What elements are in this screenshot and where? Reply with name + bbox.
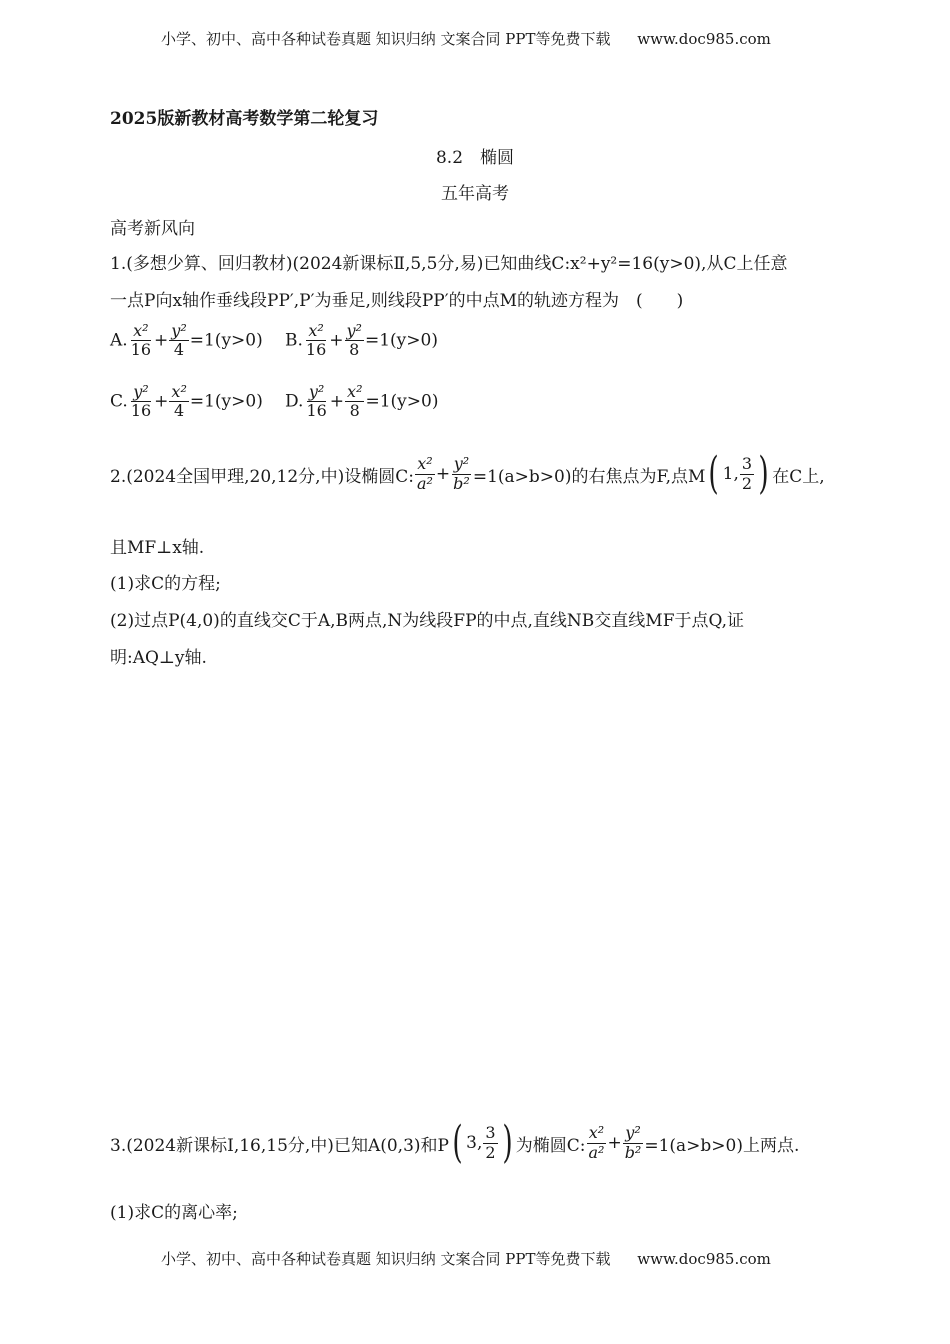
q1-option-a[interactable]: A. $\frac{\text{x²}}{16}$ + $\frac{\text{y²}}{4}$ =1(y>0): [110, 321, 263, 360]
category-label: 高考新风向: [110, 219, 195, 239]
q3-lead: 3.(2024新课标Ⅰ,16,15分,中)已知A(0,3)和P: [110, 1135, 449, 1156]
q3-mid: 为椭圆C:: [515, 1135, 586, 1156]
q2-lead: 2.(2024全国甲理,20,12分,中)设椭圆C:: [110, 466, 414, 487]
subtitle: 五年高考: [441, 184, 509, 204]
q1-option-b[interactable]: B. $\frac{\text{x²}}{16}$ + $\frac{\text{y²}}{8}$ =1(y>0): [285, 321, 438, 360]
q3-ellipse-term2: $\frac{\text{y²}}{\text{b²}}$: [624, 1123, 642, 1162]
q2-part2-line1: (2)过点P(4,0)的直线交C于A,B两点,N为线段FP的中点,直线NB交直线MF于点Q,证: [110, 611, 744, 631]
q3-part1: (1)求C的离心率;: [110, 1203, 238, 1223]
q2-part2-line2: 明:AQ⊥y轴.: [110, 648, 207, 668]
page-header: [161, 28, 771, 49]
page-footer: [161, 1248, 771, 1269]
q1-stem: 已知曲线C:x²+y²=16(y>0),从C上任意: [483, 254, 788, 274]
doc-title: 2025版新教材高考数学第二轮复习: [110, 109, 379, 129]
q1-option-d[interactable]: D. $\frac{\text{y²}}{16}$ + $\frac{\text{x²}}{8}$ =1(y>0): [285, 382, 439, 421]
footer-text: 小学、初中、高中各种试卷真题 知识归纳 文案合同 PPT等免费下载: [161, 1250, 611, 1268]
q2-point-m: ( 1 , $\frac{3}{2}$ ): [708, 448, 769, 499]
q3-line1: 3.(2024新课标Ⅰ,16,15分,中)已知A(0,3)和P ( 3 , $\frac{3}{2}$ ) 为椭圆C: $\frac{\text{x²}}{\text{a²}}$ + $\frac{\text{y²}}{\text{b²}}$ =1(a>b>0)上两点.: [110, 1117, 800, 1168]
q1-line2: 一点P向x轴作垂线段PP′,P′为垂足,则线段PP′的中点M的轨迹方程为 ( ): [110, 291, 684, 311]
q3-ellipse-term1: $\frac{\text{x²}}{\text{a²}}$: [588, 1123, 605, 1162]
q2-line1: 2.(2024全国甲理,20,12分,中)设椭圆C: $\frac{\text{x²}}{\text{a²}}$ + $\frac{\text{y²}}{\text{b²}}$ =1(a>b>0)的右焦点为F,点M ( 1 , $\frac{3}{2}$ ) 在C上,: [110, 448, 825, 499]
header-text: 小学、初中、高中各种试卷真题 知识归纳 文案合同 PPT等免费下载: [161, 30, 611, 48]
q2-ellipse-term2: $\frac{\text{y²}}{\text{b²}}$: [453, 454, 470, 493]
q2-mid: =1(a>b>0)的右焦点为F,点M: [472, 466, 706, 487]
header-url[interactable]: www.doc985.com: [637, 30, 771, 48]
q1-option-c[interactable]: C. $\frac{\text{y²}}{16}$ + $\frac{\text{x²}}{4}$ =1(y>0): [110, 382, 263, 421]
q2-ellipse-term1: $\frac{\text{x²}}{\text{a²}}$: [416, 454, 433, 493]
q2-tail: 在C上,: [772, 466, 825, 487]
section-title: 8.2 椭圆: [435, 148, 515, 168]
q2-part1: (1)求C的方程;: [110, 574, 221, 594]
q3-tail: =1(a>b>0)上两点.: [644, 1135, 800, 1156]
footer-url[interactable]: www.doc985.com: [637, 1250, 771, 1268]
q3-point-p: ( 3 , $\frac{3}{2}$ ): [452, 1117, 513, 1168]
q2-line2: 且MF⊥x轴.: [110, 538, 205, 558]
q1-source: (多想少算、回归教材)(2024新课标Ⅱ,5,5分,易): [126, 254, 484, 274]
q1-line1: 1.(多想少算、回归教材)(2024新课标Ⅱ,5,5分,易)已知曲线C:x²+y²=16(y>0),从C上任意: [110, 254, 788, 274]
